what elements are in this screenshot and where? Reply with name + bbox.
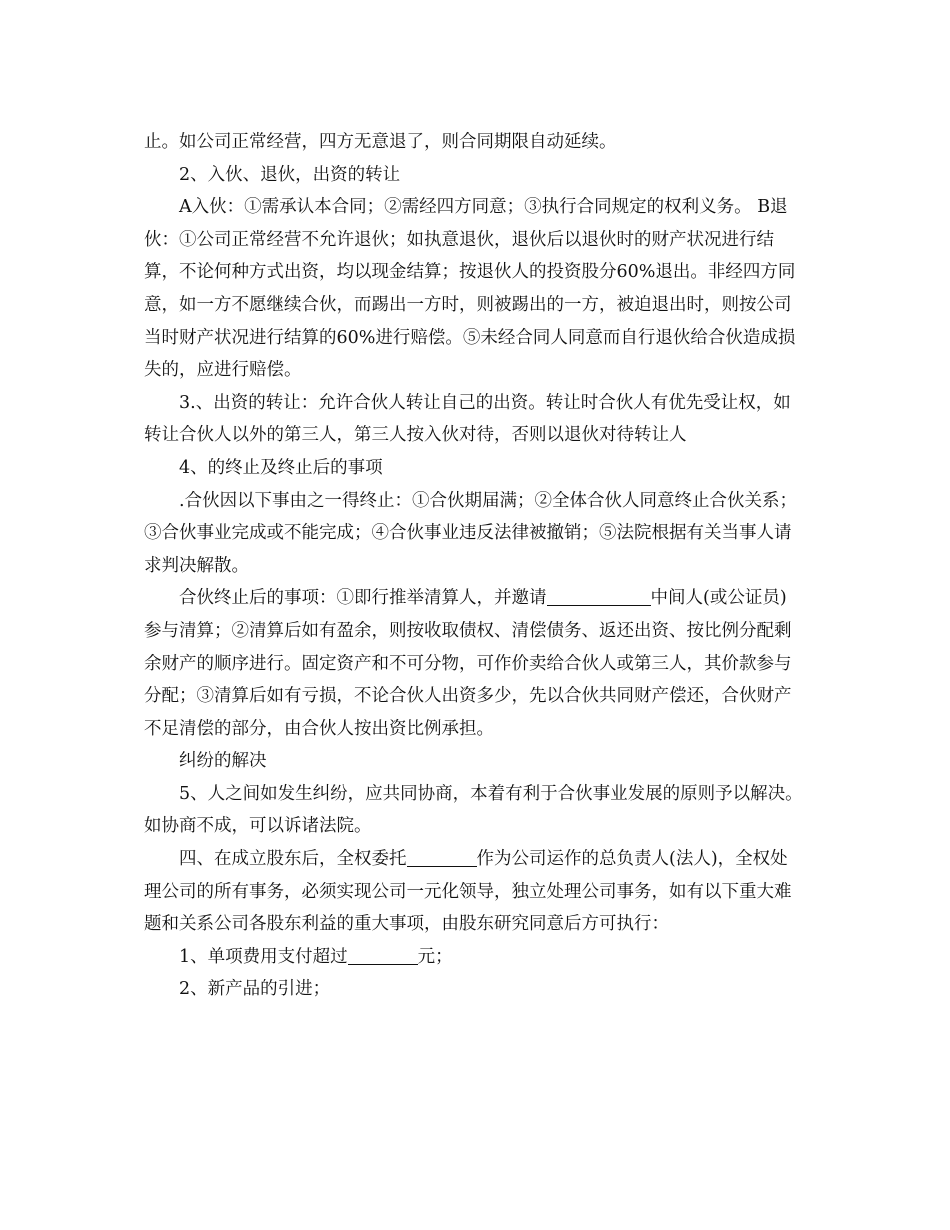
text-run: 1、单项费用支付超过 (179, 946, 348, 967)
section-heading: 4、的终止及终止后的事项 (179, 457, 383, 478)
text-run: 合伙终止后的事项：①即行推举清算人，并邀请 (179, 588, 547, 609)
text-run: 作为公司运作的总负责人(法人)，全权处理公司的所有事务，必须实现公司一元化领导，独立处理公司事务，如有以下重大难题和关系公司各股东利益的重大事项，由股东研究同意后方可执行： (144, 849, 792, 935)
paragraph: 3.、出资的转让：允许合伙人转让自己的出资。转让时合伙人有优先受让权，如转让合伙人以外的第三人，第三人按入伙对待，否则以退伙对待转让人 (144, 392, 791, 446)
paragraph: 5、人之间如发生纠纷，应共同协商，本着有利于合伙事业发展的原则予以解决。如协商不成，可以诉诸法院。 (144, 783, 803, 837)
fill-in-blank (348, 946, 418, 965)
document-body (144, 126, 804, 1006)
list-item: 2、新产品的引进； (179, 979, 331, 1000)
text-run: 四、在成立股东后，全权委托 (179, 849, 407, 870)
paragraph: 止。如公司正常经营，四方无意退了，则合同期限自动延续。 (144, 132, 617, 152)
paragraph (144, 582, 804, 745)
section-heading: 2、入伙、退伙，出资的转让 (179, 164, 401, 185)
fill-in-blank (407, 849, 477, 868)
paragraph (144, 843, 804, 941)
text-run: 元； (417, 946, 453, 967)
text-run: 中间人(或公证员)参与清算；②清算后如有盈余，则按收取债权、清偿债务、返还出资、按比例分配剩余财产的顺序进行。固定资产和不可分物，可作价卖给合伙人或第三人，其价款参与分配；③清算后如有亏损，不论合伙人出资多少，先以合伙共同财产偿还，合伙财产不足清偿的部分，由合伙人按出资比例承担。 (144, 588, 792, 739)
fill-in-blank (547, 588, 651, 607)
paragraph: A入伙：①需承认本合同；②需经四方同意；③执行合同规定的权利义务。 B退伙：①公司正常经营不允许退伙；如执意退伙，退伙后以退伙时的财产状况进行结算，不论何种方式出资，均以现金结算；按退伙人的投资股分60%退出。非经四方同意，如一方不愿继续合伙，而踢出一方时，则被踢出的一方，被迫退出时，则按公司当时财产状况进行结算的60%进行赔偿。⑤未经合同人同意而自行退伙给合伙造成损失的，应进行赔偿。 (144, 197, 796, 381)
list-item (144, 941, 804, 974)
paragraph: .合伙因以下事由之一得终止：①合伙期届满；②全体合伙人同意终止合伙关系；③合伙事业完成或不能完成；④合伙事业违反法律被撤销；⑤法院根据有关当事人请求判决解散。 (144, 490, 798, 576)
section-heading: 纠纷的解决 (179, 751, 267, 772)
